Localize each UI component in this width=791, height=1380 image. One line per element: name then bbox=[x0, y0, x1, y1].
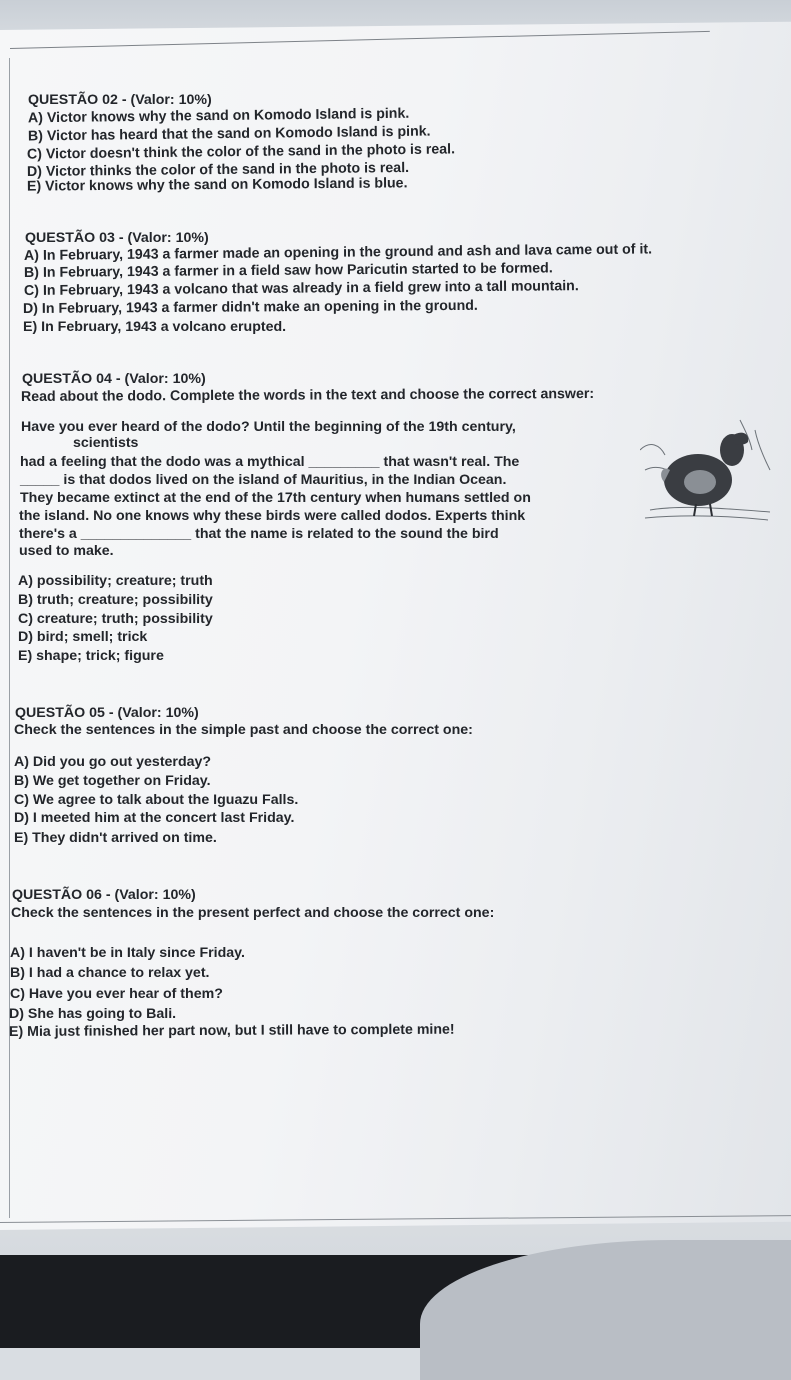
option-d: D) bird; smell; trick bbox=[18, 629, 148, 645]
question-title: QUESTÃO 05 - (Valor: 10%) bbox=[15, 705, 199, 721]
option-d: D) She has going to Bali. bbox=[9, 1006, 177, 1022]
option-b: B) Victor has heard that the sand on Komodo Island is pink. bbox=[27, 123, 431, 145]
option-e: E) In February, 1943 a volcano erupted. bbox=[23, 319, 287, 335]
text-line-8: used to make. bbox=[19, 543, 114, 559]
option-a: A) Victor knows why the sand on Komodo Island is pink. bbox=[27, 105, 410, 127]
text-line-4: _____ is that dodos lived on the island of Mauritius, in the Indian Ocean. bbox=[20, 472, 507, 488]
option-c: C) Victor doesn't think the color of the sand in the photo is real. bbox=[26, 141, 456, 163]
text-line-3: had a feeling that the dodo was a mythical _________ that wasn't real. The bbox=[20, 454, 520, 470]
question-instruction: Check the sentences in the present perfect and choose the correct one: bbox=[11, 905, 495, 921]
option-c: C) We agree to talk about the Iguazu Falls. bbox=[14, 792, 299, 808]
option-b: B) In February, 1943 a farmer in a field saw how Paricutin started to be formed. bbox=[23, 260, 553, 281]
dodo-image bbox=[640, 410, 772, 528]
option-c: C) creature; truth; possibility bbox=[18, 611, 213, 627]
option-d: D) Victor thinks the color of the sand in the photo is real. bbox=[26, 160, 410, 181]
question-instruction: Read about the dodo. Complete the words in the text and choose the correct answer: bbox=[20, 385, 595, 405]
question-title: QUESTÃO 02 - (Valor: 10%) bbox=[28, 92, 212, 108]
option-c: C) In February, 1943 a volcano that was already in a field grew into a tall mountain. bbox=[23, 278, 579, 299]
text-line-5: They became extinct at the end of the 17th century when humans settled on bbox=[20, 490, 531, 506]
question-instruction: Check the sentences in the simple past and choose the correct one: bbox=[14, 722, 473, 738]
option-c: C) Have you ever hear of them? bbox=[10, 986, 223, 1002]
option-a: A) I haven't be in Italy since Friday. bbox=[10, 945, 245, 961]
question-title: QUESTÃO 04 - (Valor: 10%) bbox=[22, 371, 206, 387]
option-e: E) Mia just finished her part now, but I still have to complete mine! bbox=[8, 1021, 455, 1040]
option-a: A) Did you go out yesterday? bbox=[14, 754, 212, 770]
question-title: QUESTÃO 03 - (Valor: 10%) bbox=[25, 230, 209, 246]
text-line-6: the island. No one knows why these birds were called dodos. Experts think bbox=[19, 508, 526, 524]
option-d: D) I meeted him at the concert last Friday. bbox=[14, 810, 295, 826]
text-line-7: there's a ______________ that the name is related to the sound the bird bbox=[19, 526, 499, 542]
option-e: E) They didn't arrived on time. bbox=[14, 830, 217, 846]
text-line-1: Have you ever heard of the dodo? Until the beginning of the 19th century, bbox=[21, 419, 516, 435]
option-b: B) We get together on Friday. bbox=[14, 773, 211, 789]
option-e: E) Victor knows why the sand on Komodo Island is blue. bbox=[26, 175, 408, 195]
option-a: A) In February, 1943 a farmer made an opening in the ground and ash and lava came out of it. bbox=[23, 241, 653, 264]
option-a: A) possibility; creature; truth bbox=[18, 573, 213, 589]
text-line-2: scientists bbox=[73, 435, 139, 451]
option-d: D) In February, 1943 a farmer didn't make an opening in the ground. bbox=[22, 297, 478, 317]
option-e: E) shape; trick; figure bbox=[18, 648, 164, 664]
question-title: QUESTÃO 06 - (Valor: 10%) bbox=[12, 887, 196, 903]
option-b: B) truth; creature; possibility bbox=[18, 592, 213, 608]
option-b: B) I had a chance to relax yet. bbox=[10, 965, 210, 981]
